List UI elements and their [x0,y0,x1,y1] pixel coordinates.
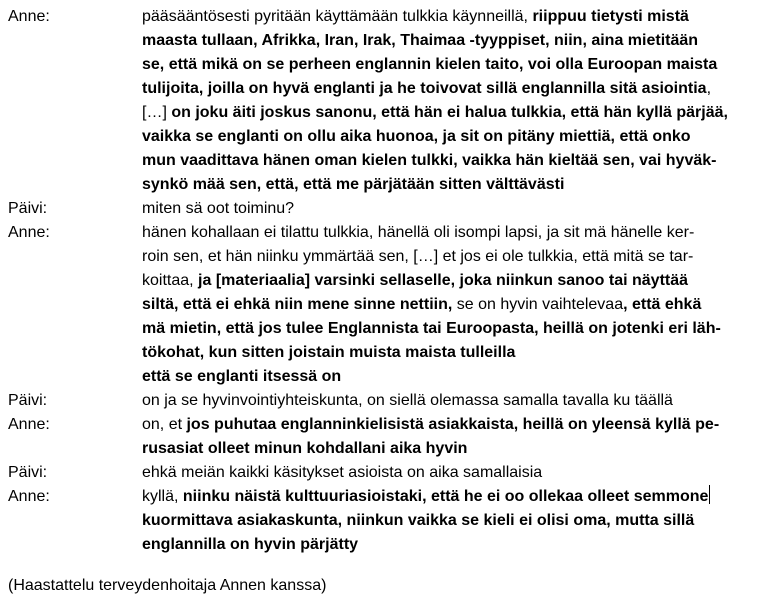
transcript-turn [0,485,764,557]
plain-text: kyllä, [142,488,183,505]
speaker-label: Anne: [8,224,50,241]
utterance-line [142,413,764,437]
plain-text: miten sä oot toiminu? [142,200,295,217]
emphasized-text: vaikka se englanti on ollu aika huonoa, ja sit on pitäny miettiä, että onko [142,128,691,145]
utterance [142,413,764,461]
plain-text: ehkä meiän kaikki käsitykset asioista on aika samallaisia [142,464,543,481]
utterance-line [142,461,764,485]
transcript-turn [0,221,764,389]
emphasized-text: englannilla on hyvin pärjätty [142,536,359,553]
utterance [142,389,764,413]
utterance-line [142,125,764,149]
utterance-line [142,509,764,533]
emphasized-text: , että ehkä [623,296,702,313]
plain-text: […] [142,104,172,121]
emphasized-text: mä mietin, että jos tulee Englannista tai Euroopasta, heillä on jotenki eri läh- [142,320,721,337]
emphasized-text: rusasiat olleet minun kohdallani aika hyvin [142,440,468,457]
source-caption: (Haastattelu terveydenhoitaja Annen kanssa) [8,577,327,594]
speaker-label: Päivi: [8,464,48,481]
speaker-label: Anne: [8,488,50,505]
utterance-line [142,77,764,101]
emphasized-text: on joku äiti joskus sanonu, että hän ei halua tulkkia, että hän kyllä pärjää, [171,104,728,121]
plain-text: , [706,80,712,97]
emphasized-text: niinku näistä kulttuuriasioistaki, että he ei oo ollekaa olleet semmone [182,488,709,505]
transcript-turn [0,5,764,197]
interview-transcript [0,5,764,557]
emphasized-text: se, että mikä on se perheen englannin kielen taito, voi olla Euroopan maista [142,56,718,73]
plain-text: se on hyvin vaihtelevaa [452,296,624,313]
emphasized-text: siltä, että ei ehkä niin mene sinne nettiin, [142,296,453,313]
utterance-line [142,437,764,461]
utterance-line [142,149,764,173]
emphasized-text: ja [materiaalia] varsinki sellaselle, joka niinkun sanoo tai näyttää [198,272,689,289]
utterance-line [142,365,764,389]
utterance-line [142,245,764,269]
emphasized-text: jos puhutaa englanninkielisistä asiakkaista, heillä on yleensä kyllä pe- [186,416,720,433]
emphasized-text: mun vaadittava hänen oman kielen tulkki, vaikka hän kieltää sen, vai hyväk- [142,152,717,169]
text-cursor [709,485,710,504]
emphasized-text: maasta tullaan, Afrikka, Iran, Irak, Thaimaa -tyyppiset, niin, aina mietitään [142,32,699,49]
plain-text: pääsääntösesti pyritään käyttämään tulkkia käynneillä, [142,8,533,25]
plain-text: on ja se hyvinvointiyhteiskunta, on siellä olemassa samalla tavalla ku täällä [142,392,673,409]
plain-text: on, et [142,416,187,433]
utterance-line [142,173,764,197]
emphasized-text: riippuu tietysti mistä [532,8,689,25]
transcript-turn [0,389,764,413]
utterance-line [142,389,764,413]
utterance-line [142,53,764,77]
utterance [142,461,764,485]
utterance-line [142,197,764,221]
utterance [142,5,764,197]
emphasized-text: kuormittava asiakaskunta, niinkun vaikka se kieli ei olisi oma, mutta sillä [142,512,695,529]
utterance [142,221,764,389]
utterance-line [142,293,764,317]
transcript-turn [0,413,764,461]
emphasized-text: tökohat, kun sitten joistain muista maista tulleilla [142,344,516,361]
speaker-label: Anne: [8,416,50,433]
utterance-line [142,341,764,365]
utterance-line [142,29,764,53]
utterance-line [142,221,764,245]
speaker-label: Anne: [8,8,50,25]
plain-text: roin sen, et hän niinku ymmärtää sen, […] et jos ei ole tulkkia, että mitä se tar- [142,248,694,265]
utterance [142,485,764,557]
transcript-turn [0,197,764,221]
utterance-line [142,317,764,341]
plain-text: hänen kohallaan ei tilattu tulkkia, hänellä oli isompi lapsi, ja sit mä hänelle ker- [142,224,695,241]
plain-text: koittaa, [142,272,199,289]
emphasized-text: että se englanti itsessä on [142,368,342,385]
transcript-turn [0,461,764,485]
utterance-line [142,533,764,557]
utterance-line [142,101,764,125]
utterance-line [142,269,764,293]
utterance [142,197,764,221]
emphasized-text: tulijoita, joilla on hyvä englanti ja he toivovat sillä englannilla sitä asiointia [142,80,707,97]
emphasized-text: synkö mää sen, että, että me pärjätään sitten välttävästi [142,176,565,193]
utterance-line [142,485,764,509]
speaker-label: Päivi: [8,200,48,217]
utterance-line [142,5,764,29]
speaker-label: Päivi: [8,392,48,409]
